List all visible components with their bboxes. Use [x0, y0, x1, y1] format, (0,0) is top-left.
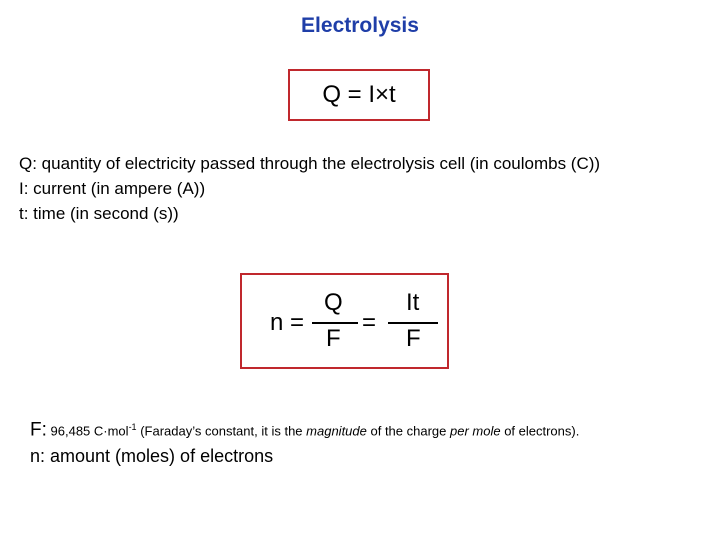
formula-lhs: n [270, 309, 284, 336]
formula-equals-1: = [290, 309, 305, 336]
faraday-desc-em2: per mole [450, 423, 501, 439]
formula-denominator-2: F [406, 325, 421, 352]
faraday-desc-pre: (Faraday’s constant, it is the [140, 423, 307, 439]
formula-numerator-2: It [406, 289, 420, 316]
faraday-desc-em1: magnitude [306, 423, 367, 439]
formula-denominator-1: F [326, 325, 341, 352]
faraday-desc-mid: of the charge [366, 423, 450, 439]
definition-i: I: current (in ampere (A)) [19, 179, 206, 198]
faraday-exponent: -1 [128, 422, 137, 432]
definition-t: t: time (in second (s)) [19, 204, 179, 223]
faraday-definition [30, 415, 579, 443]
faraday-symbol: F: [30, 419, 47, 441]
fraction-bar-1 [312, 322, 358, 324]
n-definition: n: amount (moles) of electrons [30, 446, 274, 467]
charge-formula: Q = I×t [322, 81, 396, 108]
formula-equals-2: = [362, 309, 377, 336]
charge-formula-box [288, 69, 430, 121]
fraction-bar-2 [388, 322, 438, 324]
notes-section [30, 415, 579, 469]
definitions-list [19, 151, 600, 226]
page-title: Electrolysis [301, 14, 419, 37]
faraday-value: 96,485 C·mol [50, 423, 129, 439]
faraday-desc-post: of electrons). [500, 423, 580, 439]
formula-numerator-1: Q [324, 289, 343, 316]
definition-q: Q: quantity of electricity passed through the electrolysis cell (in coulombs (C)) [19, 154, 601, 173]
moles-formula-box [240, 273, 449, 369]
